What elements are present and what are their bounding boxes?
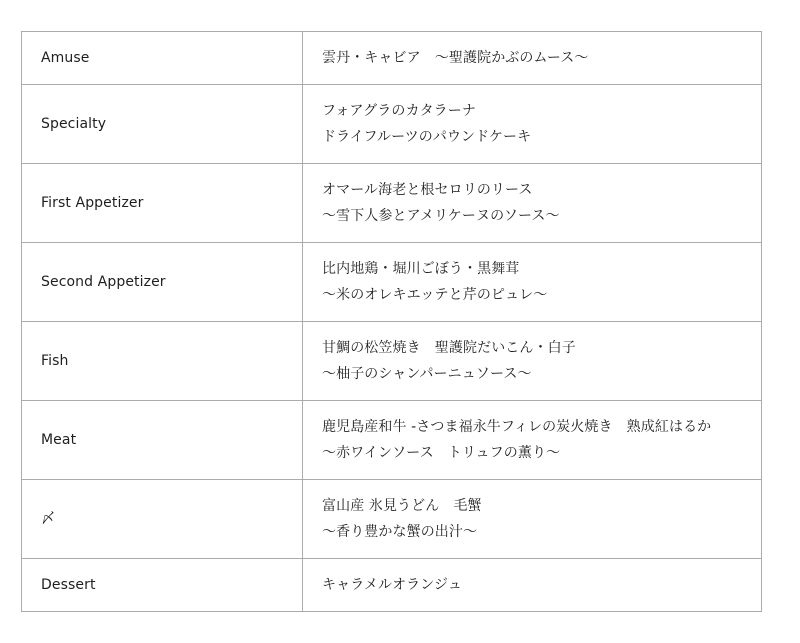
course-description: [303, 32, 762, 85]
course-description: [303, 243, 762, 322]
course-description: [303, 322, 762, 401]
description-line: 〜雪下人参とアメリケーヌのソース〜: [322, 208, 560, 224]
course-description: [303, 401, 762, 480]
course-description: [303, 559, 762, 612]
menu-row-fish: [22, 322, 762, 401]
description-line: 雲丹・キャビア 〜聖護院かぶのムース〜: [322, 50, 589, 66]
course-label: Second Appetizer: [22, 243, 303, 322]
menu-row-amuse: [22, 32, 762, 85]
menu-row-dessert: [22, 559, 762, 612]
description-line: 〜米のオレキエッテと芹のピュレ〜: [322, 287, 548, 303]
course-label: Amuse: [22, 32, 303, 85]
description-line: キャラメルオランジュ: [322, 577, 462, 593]
description-line: 〜柚子のシャンパーニュソース〜: [322, 366, 532, 382]
course-label: 〆: [22, 480, 303, 559]
menu-row-shime: [22, 480, 762, 559]
course-description: [303, 85, 762, 164]
menu-row-second-appetizer: [22, 243, 762, 322]
description-line: ドライフルーツのパウンドケーキ: [322, 129, 532, 145]
description-line: 鹿児島産和牛 -さつま福永牛フィレの炭火焼き 熟成紅はるか: [322, 419, 712, 435]
description-line: オマール海老と根セロリのリース: [322, 182, 533, 198]
description-line: 富山産 氷見うどん 毛蟹: [322, 498, 482, 514]
menu-row-specialty: [22, 85, 762, 164]
course-description: [303, 480, 762, 559]
menu-row-first-appetizer: [22, 164, 762, 243]
course-label: Fish: [22, 322, 303, 401]
description-line: 〜香り豊かな蟹の出汁〜: [322, 524, 478, 540]
description-line: 甘鯛の松笠焼き 聖護院だいこん・白子: [322, 340, 576, 356]
description-line: 〜赤ワインソース トリュフの薫り〜: [322, 445, 561, 461]
course-label: First Appetizer: [22, 164, 303, 243]
course-label: Dessert: [22, 559, 303, 612]
course-description: [303, 164, 762, 243]
course-label: Specialty: [22, 85, 303, 164]
course-label: Meat: [22, 401, 303, 480]
description-line: フォアグラのカタラーナ: [322, 103, 476, 119]
description-line: 比内地鶏・堀川ごぼう・黒舞茸: [322, 261, 520, 277]
menu-row-meat: [22, 401, 762, 480]
menu-table: [21, 31, 762, 612]
